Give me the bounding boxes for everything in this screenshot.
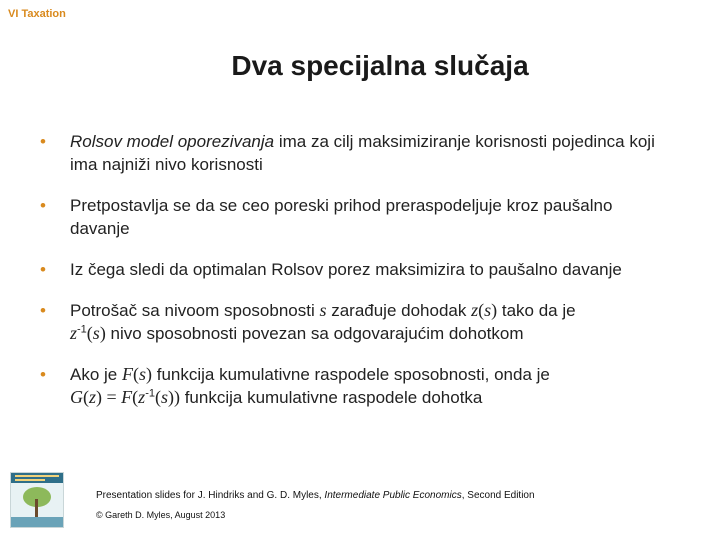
bullet-5-text-a: Ako je <box>70 365 122 384</box>
bullet-1-text: ima za cilj maksimiziranje korisnosti pojedinca koji ima najniži nivo korisnosti <box>70 132 655 174</box>
bullet-4-text-b: zarađuje dohodak <box>326 301 472 320</box>
bullet-item-5 <box>30 363 670 409</box>
bullet-item-3 <box>30 258 670 281</box>
math-paren: ( <box>132 387 139 407</box>
math-z: z <box>471 300 479 320</box>
math-paren: ) <box>99 323 106 343</box>
math-s: s <box>160 387 168 407</box>
math-paren: ( <box>154 387 161 407</box>
bullet-2-text: Pretpostavlja se da se ceo poreski prihod preraspodeljuje kroz paušalno davanje <box>70 196 613 238</box>
math-G: G <box>70 387 83 407</box>
section-tag: VI Taxation <box>8 8 66 20</box>
math-paren: )) <box>167 387 180 407</box>
bullet-item-4 <box>30 299 670 345</box>
bullet-icon: • <box>40 196 46 215</box>
math-paren: ) <box>146 364 152 384</box>
math-paren: ( <box>132 364 139 384</box>
slide-title: Dva specijalna slučaja <box>231 50 529 81</box>
math-equals: ) = <box>96 387 122 407</box>
math-s: s <box>319 300 327 320</box>
footer-citation-prefix: Presentation slides for J. Hindriks and G. D. Myles, <box>96 490 325 501</box>
math-s: s <box>484 300 492 320</box>
bullet-icon: • <box>40 132 46 151</box>
bullet-icon: • <box>40 301 46 320</box>
math-paren: ( <box>86 323 93 343</box>
math-s: s <box>92 323 100 343</box>
bullet-5-text-c: funkcija kumulativne raspodele dohotka <box>179 388 483 407</box>
footer-citation-suffix: , Second Edition <box>461 490 535 501</box>
bullet-icon: • <box>40 365 46 384</box>
bullet-5-text-b: funkcija kumulativne raspodele sposobnosti, onda je <box>152 365 550 384</box>
footer-copyright: © Gareth D. Myles, August 2013 <box>96 510 226 520</box>
book-cover-icon <box>10 472 64 528</box>
math-superscript: -1 <box>77 323 87 336</box>
bullet-4-text-d: nivo sposobnosti povezan sa odgovarajućim dohotkom <box>105 324 524 343</box>
footer-book-title: Intermediate Public Economics <box>324 490 462 501</box>
math-paren: ( <box>478 300 485 320</box>
math-F: F <box>121 387 133 407</box>
math-z: z <box>89 387 97 407</box>
math-s: s <box>138 364 146 384</box>
math-paren: ) <box>491 300 498 320</box>
bullet-list <box>30 130 670 427</box>
bullet-4-text-c: tako da je <box>497 301 576 320</box>
bullet-1-italic: Rolsov model oporezivanja <box>70 132 275 151</box>
footer-citation <box>96 490 535 501</box>
bullet-icon: • <box>40 260 46 279</box>
bullet-4-text-a: Potrošač sa nivoom sposobnosti <box>70 301 320 320</box>
math-superscript: -1 <box>145 387 155 400</box>
math-F: F <box>121 364 133 384</box>
bullet-item-2 <box>30 194 670 240</box>
bullet-item-1 <box>30 130 670 176</box>
math-paren: ( <box>83 387 89 407</box>
math-z-inverse: z <box>138 387 146 407</box>
bullet-3-text: Iz čega sledi da optimalan Rolsov porez maksimizira to paušalno davanje <box>70 260 622 279</box>
math-z-inverse: z <box>70 323 78 343</box>
